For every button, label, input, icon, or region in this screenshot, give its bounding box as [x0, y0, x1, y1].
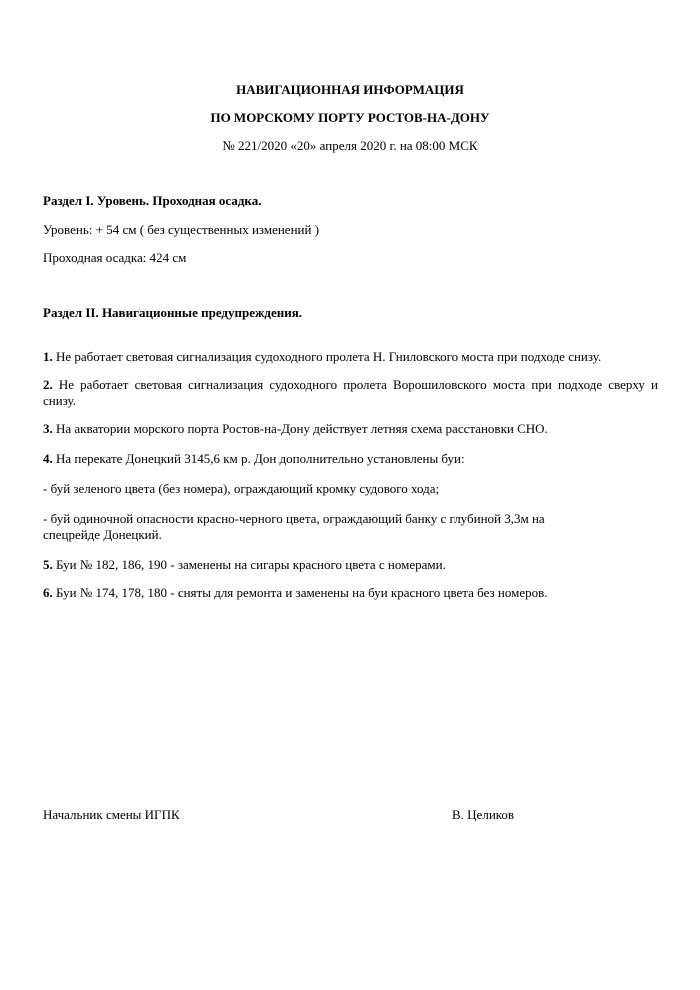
- buoy-list-item: [43, 481, 658, 497]
- water-level-text: Уровень: + 54 см ( без существенных изменений ): [43, 222, 320, 237]
- warning-text: Буи № 174, 178, 180 - сняты для ремонта и заменены на буи красного цвета без номеров.: [52, 585, 548, 600]
- warning-text: Не работает световая сигнализация судоходного пролета Н. Гниловского моста при подходе снизу.: [52, 349, 602, 364]
- warning-item: [43, 377, 658, 409]
- document-title-line2: ПО МОРСКОМУ ПОРТУ РОСТОВ-НА-ДОНУ: [210, 110, 490, 125]
- warning-text: Не работает световая сигнализация судоходного пролета Ворошиловского моста при подходе сверху и снизу.: [43, 377, 658, 408]
- passage-draft-text: Проходная осадка: 424 см: [43, 250, 187, 265]
- section1-heading: Раздел I. Уровень. Проходная осадка.: [43, 193, 262, 208]
- warning-number: 1.: [43, 349, 53, 364]
- warning-number: 2.: [43, 377, 53, 392]
- warning-text: - буй зеленого цвета (без номера), ограждающий кромку судового хода;: [43, 481, 440, 496]
- warning-item: [43, 349, 658, 365]
- warning-number: 6.: [43, 585, 53, 600]
- signatory-position: Начальник смены ИГПК: [43, 807, 180, 822]
- warning-text: На акватории морского порта Ростов-на-Дону действует летняя схема расстановки СНО.: [52, 421, 548, 436]
- warning-text: Буи № 182, 186, 190 - заменены на сигары красного цвета с номерами.: [52, 557, 446, 572]
- warning-text: - буй одиночной опасности красно-черного цвета, ограждающий банку с глубиной 3,3м на спецрейде Донецкий.: [43, 511, 545, 542]
- warning-number: 5.: [43, 557, 53, 572]
- warning-item: [43, 585, 658, 601]
- section2-heading: Раздел II. Навигационные предупреждения.: [43, 305, 303, 320]
- warning-item: [43, 421, 658, 437]
- warning-number: 3.: [43, 421, 53, 436]
- warning-item: [43, 451, 658, 467]
- warning-number: 4.: [43, 451, 53, 466]
- buoy-list-item: [43, 511, 603, 543]
- document-title-line1: НАВИГАЦИОННАЯ ИНФОРМАЦИЯ: [236, 82, 464, 97]
- warning-text: На перекате Донецкий 3145,6 км р. Дон дополнительно установлены буи:: [52, 451, 465, 466]
- warning-item: [43, 557, 658, 573]
- issue-number-date: № 221/2020 «20» апреля 2020 г. на 08:00 МСК: [222, 138, 478, 153]
- signatory-name: В. Целиков: [452, 807, 515, 822]
